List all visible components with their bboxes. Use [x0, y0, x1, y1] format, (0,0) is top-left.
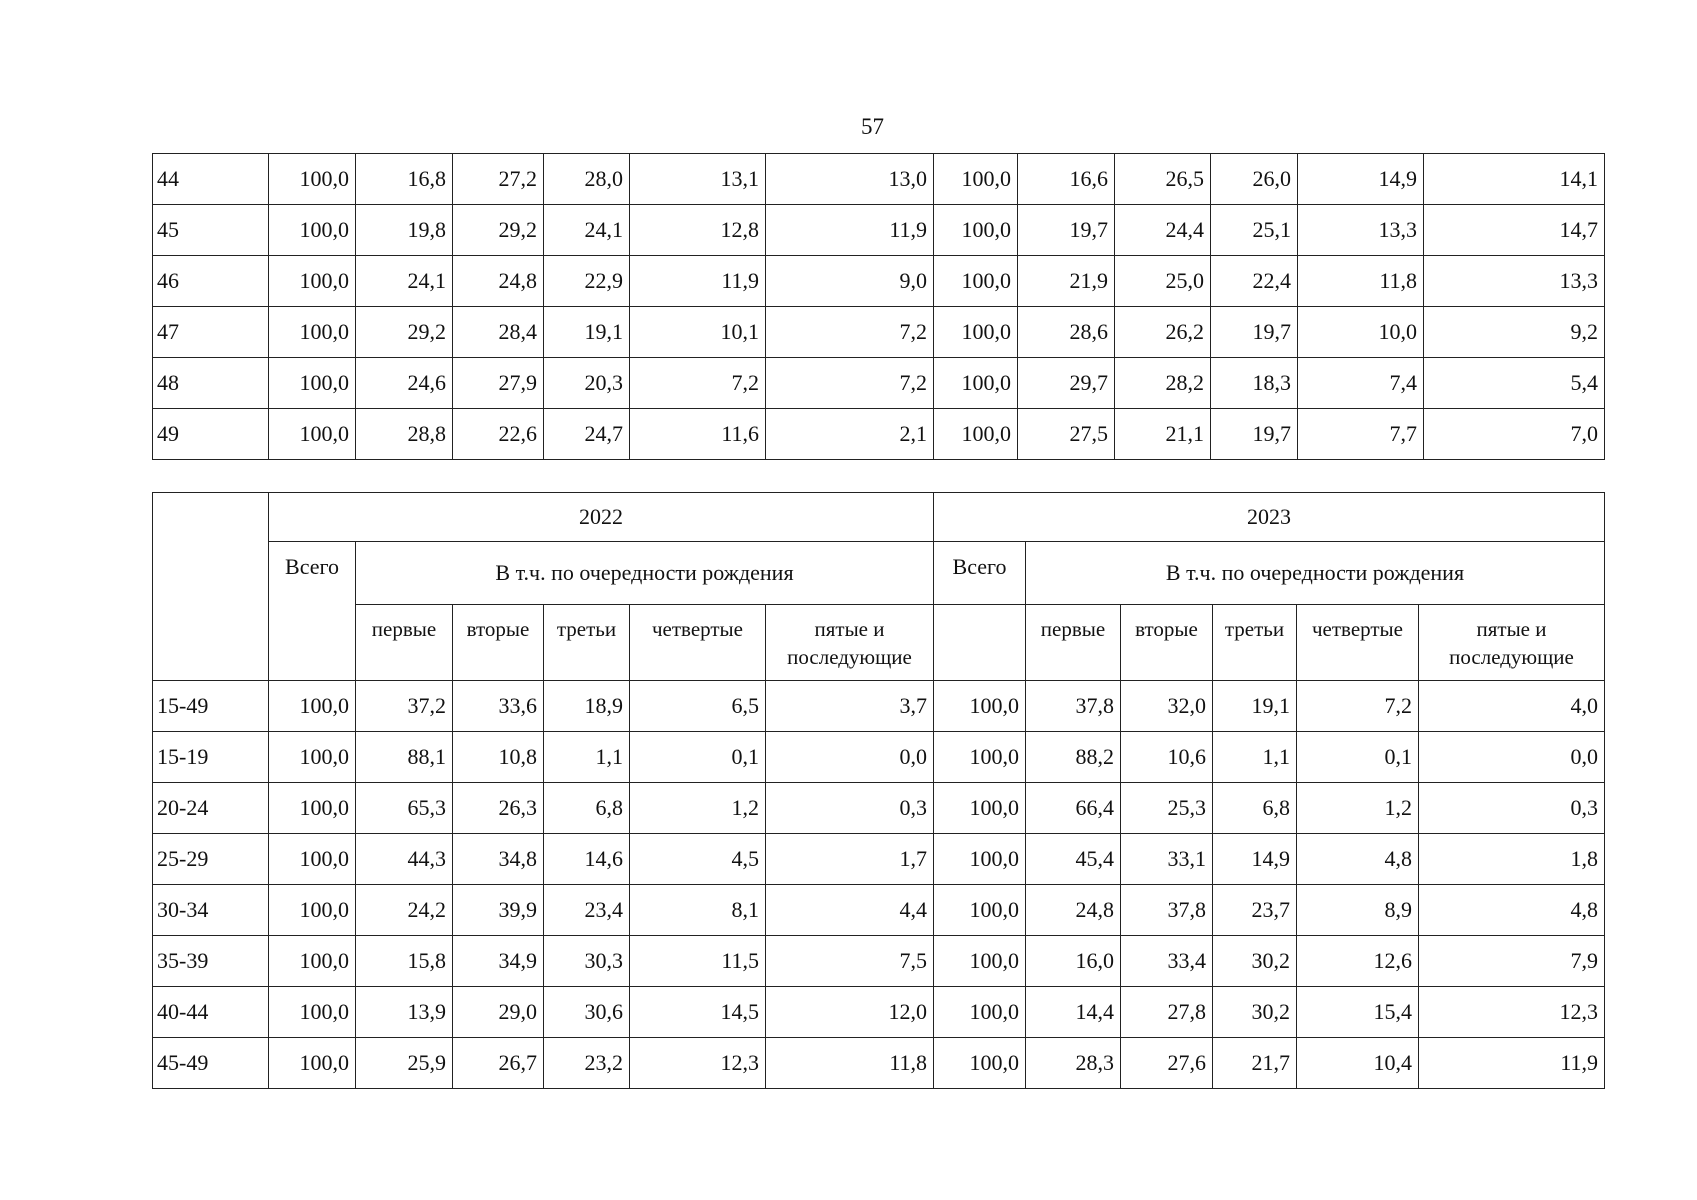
value-cell-y2022: 29,2: [453, 205, 544, 256]
value-cell-y2023: 13,3: [1298, 205, 1424, 256]
value-cell-y2022: 29,0: [453, 987, 544, 1038]
value-cell-y2023: 100,0: [934, 783, 1026, 834]
value-cell-y2023: 6,8: [1213, 783, 1297, 834]
value-cell-y2023: 19,7: [1211, 307, 1298, 358]
value-cell-y2023: 100,0: [934, 256, 1018, 307]
value-cell-y2023: 0,1: [1297, 732, 1419, 783]
value-cell-y2022: 12,0: [766, 987, 934, 1038]
value-cell-y2022: 25,9: [356, 1038, 453, 1089]
value-cell-y2023: 13,3: [1424, 256, 1605, 307]
value-cell-y2023: 19,7: [1211, 409, 1298, 460]
table-row: [153, 154, 1605, 205]
value-cell-y2023: 30,2: [1213, 936, 1297, 987]
value-cell-y2023: 11,8: [1298, 256, 1424, 307]
value-cell-y2023: 7,9: [1419, 936, 1605, 987]
table-row: [153, 885, 1605, 936]
value-cell-y2023: 100,0: [934, 409, 1018, 460]
table-row: [153, 681, 1605, 732]
value-cell-y2022: 7,2: [766, 358, 934, 409]
value-cell-y2023: 0,0: [1419, 732, 1605, 783]
age-group-cell: 45: [153, 205, 269, 256]
age-group-cell: 15-49: [153, 681, 269, 732]
header-first-2023: первые: [1026, 605, 1121, 681]
value-cell-y2023: 24,4: [1115, 205, 1211, 256]
value-cell-y2023: 25,3: [1121, 783, 1213, 834]
value-cell-y2022: 34,9: [453, 936, 544, 987]
value-cell-y2022: 33,6: [453, 681, 544, 732]
value-cell-y2022: 0,0: [766, 732, 934, 783]
value-cell-y2023: 33,1: [1121, 834, 1213, 885]
header-total-2023: Всего: [934, 542, 1026, 605]
value-cell-y2023: 1,1: [1213, 732, 1297, 783]
table-row: [153, 307, 1605, 358]
table-row: [153, 987, 1605, 1038]
header-fifth-2023: [1419, 605, 1605, 681]
value-cell-y2023: 21,9: [1018, 256, 1115, 307]
value-cell-y2023: 15,4: [1297, 987, 1419, 1038]
value-cell-y2023: 26,2: [1115, 307, 1211, 358]
value-cell-y2022: 3,7: [766, 681, 934, 732]
value-cell-y2022: 12,8: [630, 205, 766, 256]
age-group-cell: 44: [153, 154, 269, 205]
value-cell-y2022: 100,0: [269, 1038, 356, 1089]
value-cell-y2022: 13,9: [356, 987, 453, 1038]
value-cell-y2023: 8,9: [1297, 885, 1419, 936]
age-group-cell: 20-24: [153, 783, 269, 834]
age-group-cell: 40-44: [153, 987, 269, 1038]
value-cell-y2022: 24,7: [544, 409, 630, 460]
value-cell-y2022: 100,0: [269, 256, 356, 307]
value-cell-y2023: 7,2: [1297, 681, 1419, 732]
value-cell-y2022: 14,6: [544, 834, 630, 885]
value-cell-y2023: 26,0: [1211, 154, 1298, 205]
value-cell-y2022: 24,2: [356, 885, 453, 936]
header-by-order-2023: В т.ч. по очередности рождения: [1026, 542, 1605, 605]
table-row: [153, 256, 1605, 307]
value-cell-y2022: 22,9: [544, 256, 630, 307]
value-cell-y2023: 23,7: [1213, 885, 1297, 936]
value-cell-y2023: 7,0: [1424, 409, 1605, 460]
value-cell-y2022: 19,8: [356, 205, 453, 256]
value-cell-y2022: 100,0: [269, 681, 356, 732]
header-row-groups: [153, 542, 1605, 605]
value-cell-y2023: 9,2: [1424, 307, 1605, 358]
value-cell-y2023: 11,9: [1419, 1038, 1605, 1089]
value-cell-y2023: 26,5: [1115, 154, 1211, 205]
value-cell-y2022: 24,8: [453, 256, 544, 307]
header-fifth-2022: [766, 605, 934, 681]
page-number: 57: [861, 114, 884, 139]
table-row: [153, 1038, 1605, 1089]
value-cell-y2022: 11,9: [766, 205, 934, 256]
age-group-cell: 48: [153, 358, 269, 409]
value-cell-y2022: 19,1: [544, 307, 630, 358]
value-cell-y2022: 0,3: [766, 783, 934, 834]
age-group-cell: 15-19: [153, 732, 269, 783]
value-cell-y2022: 12,3: [630, 1038, 766, 1089]
value-cell-y2023: 16,0: [1026, 936, 1121, 987]
value-cell-y2023: 7,7: [1298, 409, 1424, 460]
value-cell-y2022: 28,8: [356, 409, 453, 460]
value-cell-y2023: 32,0: [1121, 681, 1213, 732]
value-cell-y2022: 100,0: [269, 936, 356, 987]
value-cell-y2023: 7,4: [1298, 358, 1424, 409]
header-corner-cell: [153, 493, 269, 681]
header-total-2023-blank: [934, 605, 1026, 681]
value-cell-y2022: 1,2: [630, 783, 766, 834]
age-group-cell: 46: [153, 256, 269, 307]
value-cell-y2022: 1,7: [766, 834, 934, 885]
value-cell-y2022: 28,0: [544, 154, 630, 205]
value-cell-y2023: 22,4: [1211, 256, 1298, 307]
value-cell-y2023: 19,1: [1213, 681, 1297, 732]
value-cell-y2023: 24,8: [1026, 885, 1121, 936]
value-cell-y2022: 100,0: [269, 885, 356, 936]
value-cell-y2022: 13,0: [766, 154, 934, 205]
table-row: [153, 783, 1605, 834]
value-cell-y2023: 27,6: [1121, 1038, 1213, 1089]
header-fourth-2022: четвертые: [630, 605, 766, 681]
value-cell-y2023: 100,0: [934, 936, 1026, 987]
value-cell-y2022: 7,2: [766, 307, 934, 358]
table-row: [153, 936, 1605, 987]
age-group-cell: 49: [153, 409, 269, 460]
table-row: [153, 409, 1605, 460]
header-second-2023: вторые: [1121, 605, 1213, 681]
value-cell-y2022: 100,0: [269, 307, 356, 358]
header-third-2022: третьи: [544, 605, 630, 681]
header-total-2022: Всего: [269, 542, 356, 681]
value-cell-y2022: 11,5: [630, 936, 766, 987]
value-cell-y2023: 14,9: [1213, 834, 1297, 885]
value-cell-y2022: 4,5: [630, 834, 766, 885]
value-cell-y2022: 16,8: [356, 154, 453, 205]
value-cell-y2022: 11,9: [630, 256, 766, 307]
value-cell-y2023: 25,1: [1211, 205, 1298, 256]
value-cell-y2022: 100,0: [269, 409, 356, 460]
value-cell-y2022: 9,0: [766, 256, 934, 307]
value-cell-y2022: 18,9: [544, 681, 630, 732]
value-cell-y2022: 88,1: [356, 732, 453, 783]
value-cell-y2023: 12,6: [1297, 936, 1419, 987]
value-cell-y2023: 28,3: [1026, 1038, 1121, 1089]
value-cell-y2022: 100,0: [269, 732, 356, 783]
value-cell-y2023: 66,4: [1026, 783, 1121, 834]
value-cell-y2022: 1,1: [544, 732, 630, 783]
value-cell-y2022: 30,3: [544, 936, 630, 987]
value-cell-y2023: 10,4: [1297, 1038, 1419, 1089]
value-cell-y2023: 5,4: [1424, 358, 1605, 409]
value-cell-y2023: 37,8: [1026, 681, 1121, 732]
header-row-years: [153, 493, 1605, 542]
value-cell-y2022: 14,5: [630, 987, 766, 1038]
value-cell-y2023: 100,0: [934, 732, 1026, 783]
value-cell-y2022: 7,2: [630, 358, 766, 409]
value-cell-y2023: 18,3: [1211, 358, 1298, 409]
value-cell-y2023: 100,0: [934, 307, 1018, 358]
top-table: [152, 153, 1605, 460]
value-cell-y2023: 4,0: [1419, 681, 1605, 732]
value-cell-y2022: 8,1: [630, 885, 766, 936]
value-cell-y2023: 10,6: [1121, 732, 1213, 783]
value-cell-y2023: 4,8: [1297, 834, 1419, 885]
table-row: [153, 205, 1605, 256]
age-group-cell: 47: [153, 307, 269, 358]
top-table-body: [153, 154, 1605, 460]
value-cell-y2022: 11,6: [630, 409, 766, 460]
value-cell-y2022: 30,6: [544, 987, 630, 1038]
value-cell-y2023: 14,7: [1424, 205, 1605, 256]
value-cell-y2023: 25,0: [1115, 256, 1211, 307]
value-cell-y2022: 6,5: [630, 681, 766, 732]
value-cell-y2022: 26,7: [453, 1038, 544, 1089]
value-cell-y2023: 45,4: [1026, 834, 1121, 885]
value-cell-y2023: 21,7: [1213, 1038, 1297, 1089]
age-group-cell: 45-49: [153, 1038, 269, 1089]
value-cell-y2023: 100,0: [934, 885, 1026, 936]
bottom-table: [152, 492, 1605, 1089]
value-cell-y2022: 100,0: [269, 154, 356, 205]
value-cell-y2022: 39,9: [453, 885, 544, 936]
header-first-2022: первые: [356, 605, 453, 681]
table-row: [153, 732, 1605, 783]
header-fourth-2023: четвертые: [1297, 605, 1419, 681]
value-cell-y2022: 13,1: [630, 154, 766, 205]
value-cell-y2023: 29,7: [1018, 358, 1115, 409]
header-year-2022: 2022: [269, 493, 934, 542]
age-group-cell: 25-29: [153, 834, 269, 885]
value-cell-y2023: 28,6: [1018, 307, 1115, 358]
value-cell-y2022: 28,4: [453, 307, 544, 358]
value-cell-y2023: 12,3: [1419, 987, 1605, 1038]
header-year-2023: 2023: [934, 493, 1605, 542]
bottom-table-body: [153, 681, 1605, 1089]
value-cell-y2023: 1,2: [1297, 783, 1419, 834]
value-cell-y2022: 100,0: [269, 783, 356, 834]
value-cell-y2022: 44,3: [356, 834, 453, 885]
header-row-orders: [153, 605, 1605, 681]
value-cell-y2022: 100,0: [269, 834, 356, 885]
value-cell-y2022: 6,8: [544, 783, 630, 834]
value-cell-y2023: 100,0: [934, 154, 1018, 205]
value-cell-y2023: 100,0: [934, 681, 1026, 732]
value-cell-y2022: 15,8: [356, 936, 453, 987]
value-cell-y2023: 19,7: [1018, 205, 1115, 256]
value-cell-y2022: 23,2: [544, 1038, 630, 1089]
value-cell-y2023: 100,0: [934, 834, 1026, 885]
value-cell-y2022: 29,2: [356, 307, 453, 358]
value-cell-y2022: 10,1: [630, 307, 766, 358]
header-third-2023: третьи: [1213, 605, 1297, 681]
value-cell-y2022: 20,3: [544, 358, 630, 409]
value-cell-y2022: 27,9: [453, 358, 544, 409]
value-cell-y2023: 100,0: [934, 987, 1026, 1038]
value-cell-y2022: 24,1: [356, 256, 453, 307]
value-cell-y2022: 34,8: [453, 834, 544, 885]
value-cell-y2023: 88,2: [1026, 732, 1121, 783]
value-cell-y2022: 100,0: [269, 205, 356, 256]
value-cell-y2023: 14,1: [1424, 154, 1605, 205]
value-cell-y2022: 37,2: [356, 681, 453, 732]
value-cell-y2022: 24,6: [356, 358, 453, 409]
value-cell-y2022: 23,4: [544, 885, 630, 936]
value-cell-y2023: 10,0: [1298, 307, 1424, 358]
header-fifth-line2: последующие: [1449, 645, 1574, 669]
value-cell-y2023: 100,0: [934, 1038, 1026, 1089]
header-by-order-2022: В т.ч. по очередности рождения: [356, 542, 934, 605]
age-group-cell: 30-34: [153, 885, 269, 936]
value-cell-y2022: 10,8: [453, 732, 544, 783]
header-second-2022: вторые: [453, 605, 544, 681]
value-cell-y2022: 24,1: [544, 205, 630, 256]
value-cell-y2022: 65,3: [356, 783, 453, 834]
header-fifth-line1: пятые и: [814, 617, 885, 641]
table-row: [153, 834, 1605, 885]
value-cell-y2023: 14,4: [1026, 987, 1121, 1038]
value-cell-y2023: 27,8: [1121, 987, 1213, 1038]
value-cell-y2023: 27,5: [1018, 409, 1115, 460]
value-cell-y2022: 2,1: [766, 409, 934, 460]
value-cell-y2023: 21,1: [1115, 409, 1211, 460]
value-cell-y2023: 16,6: [1018, 154, 1115, 205]
value-cell-y2022: 100,0: [269, 358, 356, 409]
value-cell-y2022: 11,8: [766, 1038, 934, 1089]
value-cell-y2023: 30,2: [1213, 987, 1297, 1038]
value-cell-y2022: 7,5: [766, 936, 934, 987]
value-cell-y2023: 1,8: [1419, 834, 1605, 885]
header-fifth-line1: пятые и: [1476, 617, 1547, 641]
value-cell-y2023: 14,9: [1298, 154, 1424, 205]
value-cell-y2023: 37,8: [1121, 885, 1213, 936]
value-cell-y2023: 33,4: [1121, 936, 1213, 987]
value-cell-y2023: 100,0: [934, 205, 1018, 256]
age-group-cell: 35-39: [153, 936, 269, 987]
value-cell-y2022: 26,3: [453, 783, 544, 834]
value-cell-y2022: 0,1: [630, 732, 766, 783]
table-row: [153, 358, 1605, 409]
value-cell-y2023: 100,0: [934, 358, 1018, 409]
value-cell-y2022: 4,4: [766, 885, 934, 936]
value-cell-y2023: 0,3: [1419, 783, 1605, 834]
value-cell-y2023: 28,2: [1115, 358, 1211, 409]
value-cell-y2023: 4,8: [1419, 885, 1605, 936]
value-cell-y2022: 22,6: [453, 409, 544, 460]
value-cell-y2022: 27,2: [453, 154, 544, 205]
header-fifth-line2: последующие: [787, 645, 912, 669]
value-cell-y2022: 100,0: [269, 987, 356, 1038]
